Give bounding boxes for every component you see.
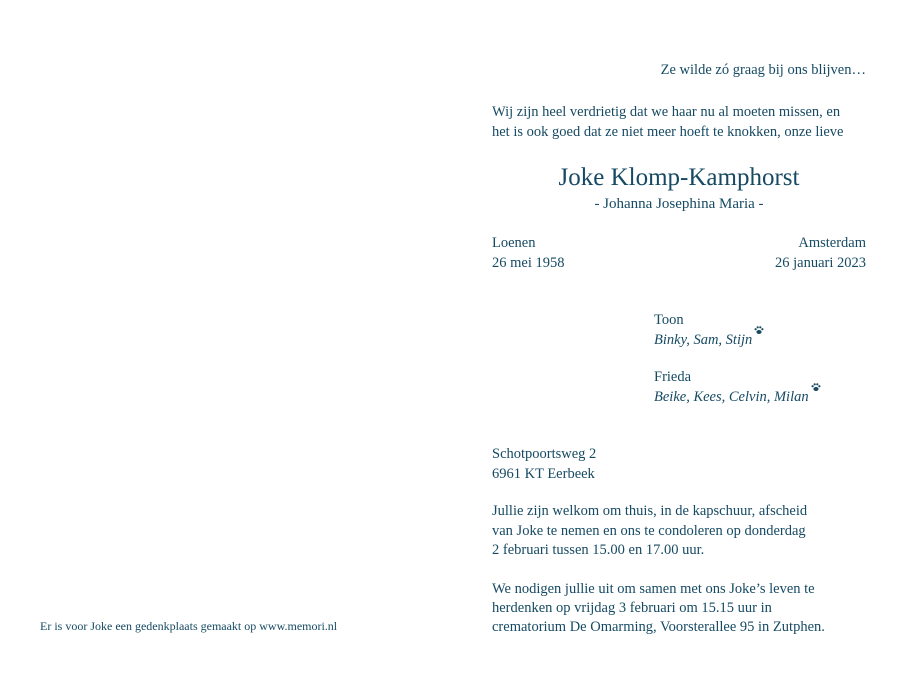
death-date: 26 januari 2023	[774, 255, 866, 271]
family-member-name: Frieda	[654, 369, 692, 385]
intro-line-2: het is ook goed dat ze niet meer hoeft te knokken, onze lieve	[492, 124, 844, 140]
service-line-3: crematorium De Omarming, Voorsterallee 95 in Zutphen.	[492, 619, 825, 635]
family-member-pets	[654, 331, 764, 351]
paw-print-icon	[811, 379, 821, 389]
visitation-line-1: Jullie zijn welkom om thuis, in de kapschuur, afscheid	[492, 503, 808, 519]
birth-place: Loenen	[492, 235, 536, 251]
service-line-2: herdenken op vrijdag 3 februari om 15.15 uur in	[492, 600, 772, 616]
intro-line-1: Wij zijn heel verdrietig dat we haar nu al moeten missen, en	[492, 104, 841, 120]
deceased-name: Joke Klomp-Kamphorst	[558, 164, 800, 191]
motto: Ze wilde zó graag bij ons blijven…	[660, 62, 866, 78]
paw-print-icon	[754, 322, 764, 332]
address-street: Schotpoortsweg 2	[492, 446, 597, 462]
pets-list: Binky, Sam, Stijn	[654, 332, 753, 348]
family-member-name: Toon	[654, 312, 684, 328]
memorial-footer: Er is voor Joke een gedenkplaats gemaakt op www.memori.nl	[40, 619, 338, 633]
deceased-full-names: - Johanna Josephina Maria -	[594, 196, 764, 212]
family-member-pets	[654, 388, 821, 408]
visitation-line-3: 2 februari tussen 15.00 en 17.00 uur.	[492, 542, 705, 558]
service-line-1: We nodigen jullie uit om samen met ons Joke’s leven te	[492, 581, 815, 597]
address-city: 6961 KT Eerbeek	[492, 466, 595, 482]
visitation-line-2: van Joke te nemen en ons te condoleren op donderdag	[492, 523, 806, 539]
death-place: Amsterdam	[798, 235, 866, 251]
pets-list: Beike, Kees, Celvin, Milan	[654, 389, 809, 405]
birth-date: 26 mei 1958	[492, 255, 565, 271]
